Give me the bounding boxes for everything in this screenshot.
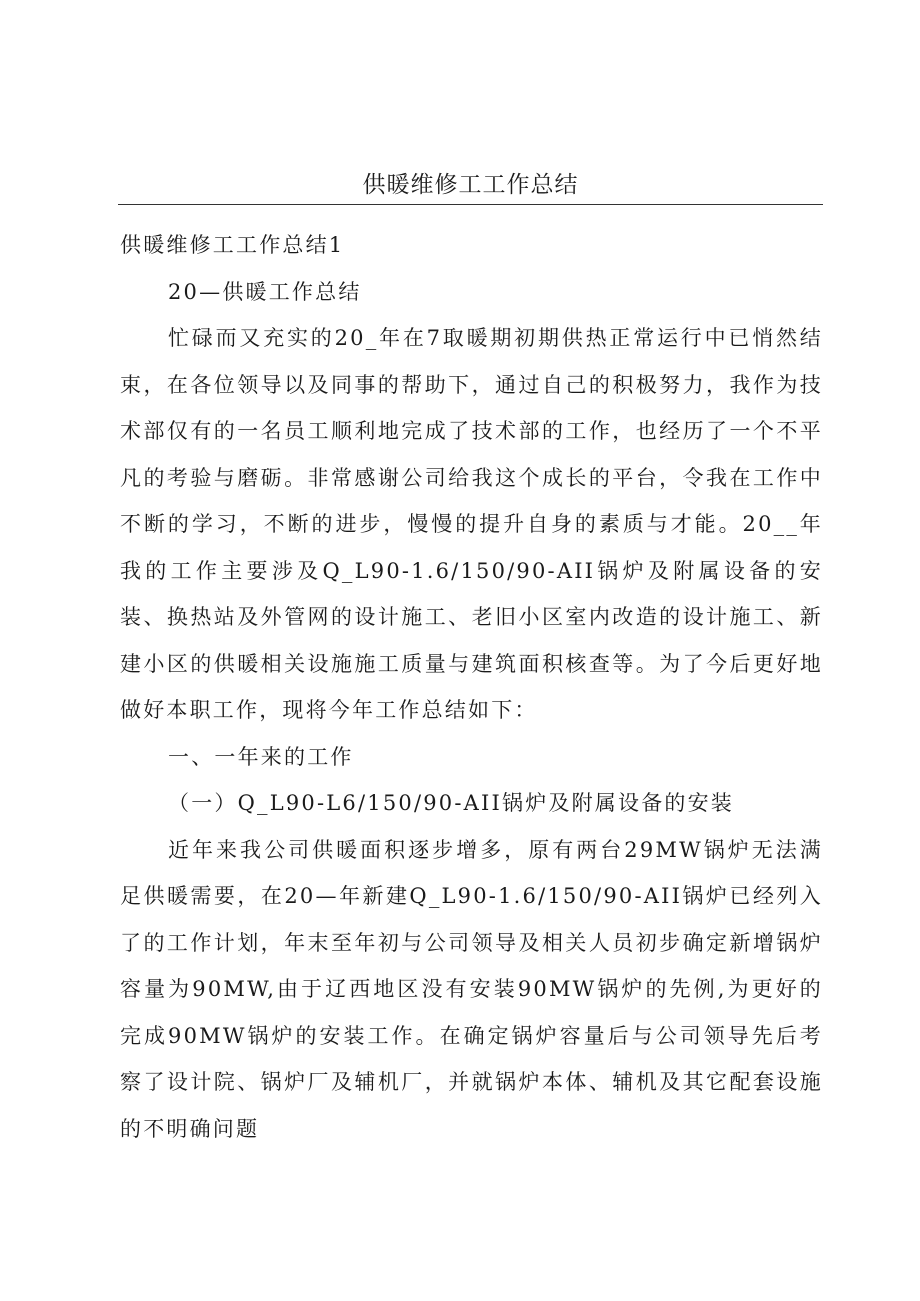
title-underline — [118, 204, 823, 205]
boiler-paragraph: 近年来我公司供暖面积逐步增多，原有两台29MW锅炉无法满足供暖需要，在20—年新建Q_L90-1.6/150/90-AII锅炉已经列入了的工作计划，年末至年初与公司领导及相关人员初步确定新增锅炉容量为90MW,由于辽西地区没有安装90MW锅炉的先例,为更好的完成90MW锅炉的安装工作。在确定锅炉容量后与公司领导先后考察了设计院、锅炉厂及辅机厂，并就锅炉本体、辅机及其它配套设施的不明确问题 — [120, 837, 823, 1141]
document-title: 供暖维修工工作总结 — [362, 172, 579, 198]
section-subtitle: 供暖维修工工作总结1 — [120, 233, 345, 257]
subsection-heading-boiler: （一）Q_L90-L6/150/90-AII锅炉及附属设备的安装 — [168, 791, 734, 815]
intro-paragraph: 忙碌而又充实的20_年在7取暖期初期供热正常运行中已悄然结束，在各位领导以及同事的帮助下，通过自己的积极努力，我作为技术部仅有的一名员工顺利地完成了技术部的工作，也经历了一个不平凡的考验与磨砺。非常感谢公司给我这个成长的平台，令我在工作中不断的学习，不断的进步，慢慢的提升自身的素质与才能。20__年我的工作主要涉及Q_L90-1.6/150/90-AII锅炉及附属设备的安装、换热站及外管网的设计施工、老旧小区室内改造的设计施工、新建小区的供暖相关设施施工质量与建筑面积核查等。为了今后更好地做好本职工作，现将今年工作总结如下： — [120, 326, 823, 722]
section-heading-work: 一、一年来的工作 — [168, 744, 354, 769]
document-body — [120, 222, 823, 1152]
year-summary-heading: 20—供暖工作总结 — [168, 279, 362, 304]
